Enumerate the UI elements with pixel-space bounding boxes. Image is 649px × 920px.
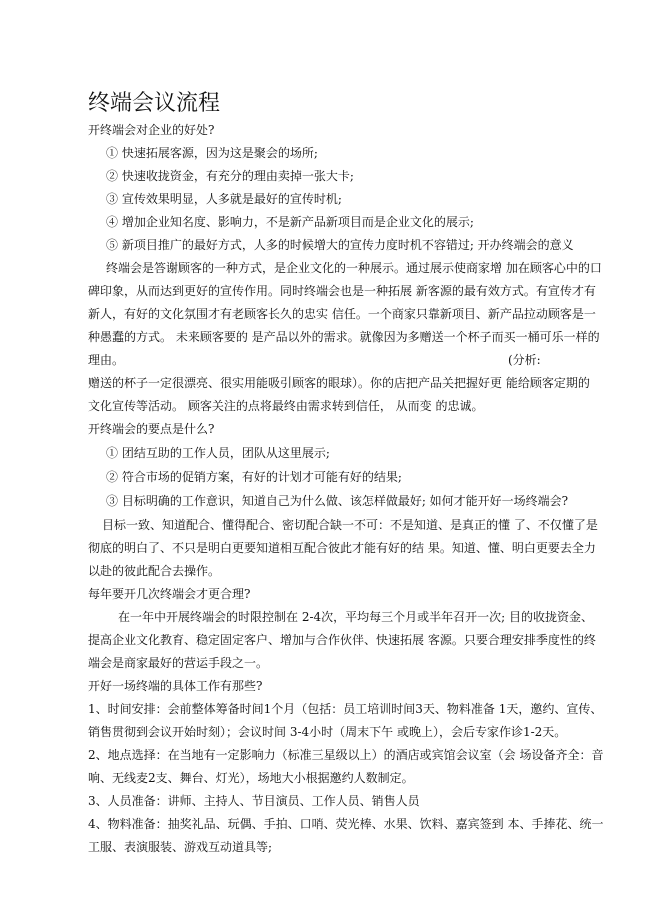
paragraph-line: 新人，有好的文化氛围才有老顾客长久的忠实 信任。一个商家只靠新项目、新产品拉动顾客是一 (88, 307, 596, 321)
numbered-item: 工服、表演服装、游戏互动道具等; (88, 840, 273, 854)
paragraph-line: 赠送的杯子一定很漂亮、很实用能吸引顾客的眼球）。你的店把产品关把握好更 能给顾客定期的 (88, 376, 590, 390)
numbered-item: 3、人员准备：讲师、主持人、节目演员、工作人员、销售人员 (88, 794, 420, 808)
numbered-item: 销售贯彻到会议开始时刻）；会议时间 3-4小时（周末下午 或晚上），会后专家作诊1-2天。 (88, 725, 567, 739)
numbered-item: 响、无线麦2支、舞台、灯光），场地大小根据邀约人数制定。 (88, 771, 414, 785)
list-item: ① 团结互助的工作人员，团队从这里展示; (106, 446, 330, 460)
list-item: ② 符合市场的促销方案，有好的计划才可能有好的结果; (106, 470, 402, 484)
paragraph-line: 端会是商家最好的营运手段之一。 (88, 656, 269, 670)
question-heading-benefits: 开终端会对企业的好处? (88, 123, 215, 137)
numbered-item: 4、物料准备：抽奖礼品、玩偶、手拍、口哨、荧光棒、水果、饮料、嘉宾签到 本、手捧花、统一 (88, 817, 604, 831)
list-item: ① 快速拓展客源，因为这是聚会的场所; (106, 146, 318, 160)
page-title: 终端会议流程 (88, 91, 221, 116)
paragraph-line: 以赴的彼此配合去操作。 (88, 564, 221, 578)
question-heading-tasks: 开好一场终端的具体工作有那些? (88, 679, 263, 693)
numbered-item: 1、时间安排：会前整体筹备时间1个月（包括：员工培训时间3天、物料准备 1天，邀约、宣传、 (88, 702, 603, 716)
paragraph-line: 目标一致、知道配合、懂得配合、密切配合缺一不可：不是知道、是真正的懂 了、不仅懂了是 (102, 518, 598, 532)
list-item: ④ 增加企业知名度、影响力，不是新产品新项目而是企业文化的展示; (106, 215, 474, 229)
paragraph-line: 碑印象，从而达到更好的宣传作用。同时终端会也是一种拓展 新客源的最有效方式。有宣传才有 (88, 284, 596, 298)
paragraph-line: 彻底的明白了、不只是明白更要知道相互配合彼此才能有好的结 果。知道、懂、明白更要去全力 (88, 541, 596, 555)
paragraph-line: 文化宣传等活动。 顾客关注的点将最终由需求转到信任， 从而变 的忠诚。 (88, 399, 484, 413)
list-item: ② 快速收拢资金，有充分的理由卖掉一张大卡; (106, 169, 354, 183)
paragraph-line: 理由。 (88, 353, 125, 367)
list-item: ⑤ 新项目推广的最好方式，人多的时候增大的宣传力度时机不容错过; 开办终端会的意义 (106, 238, 574, 252)
question-heading-frequency: 每年要开几次终端会才更合理? (88, 587, 251, 601)
numbered-item: 2、地点选择：在当地有一定影响力（标准三星级以上）的酒店或宾馆会议室（会 场设备齐全：音 (88, 748, 604, 762)
paragraph-line: 终端会是答谢顾客的一种方式，是企业文化的一种展示。通过展示使商家增 加在顾客心中的口 (106, 261, 602, 275)
list-item: ③ 目标明确的工作意识，知道自己为什么做、该怎样做最好; 如何才能开好一场终端会? (106, 494, 569, 508)
paragraph-line: 提高企业文化教育、稳定固定客户、增加与合作伙伴、快速拓展 客源。只要合理安排季度性的终 (88, 633, 596, 647)
question-heading-keypoints: 开终端会的要点是什么? (88, 422, 215, 436)
paragraph-line: (分析: (508, 353, 541, 367)
paragraph-line: 种愚蠢的方式。 未来顾客要的 是产品以外的需求。就像因为多赠送一个杯子而买一桶可乐一样的 (88, 330, 600, 344)
paragraph-line: 在一年中开展终端会的时限控制在 2-4次，平均每三个月或半年召开一次; 目的收拢资金、 (118, 610, 593, 624)
list-item: ③ 宣传效果明显，人多就是最好的宣传时机; (106, 192, 342, 206)
